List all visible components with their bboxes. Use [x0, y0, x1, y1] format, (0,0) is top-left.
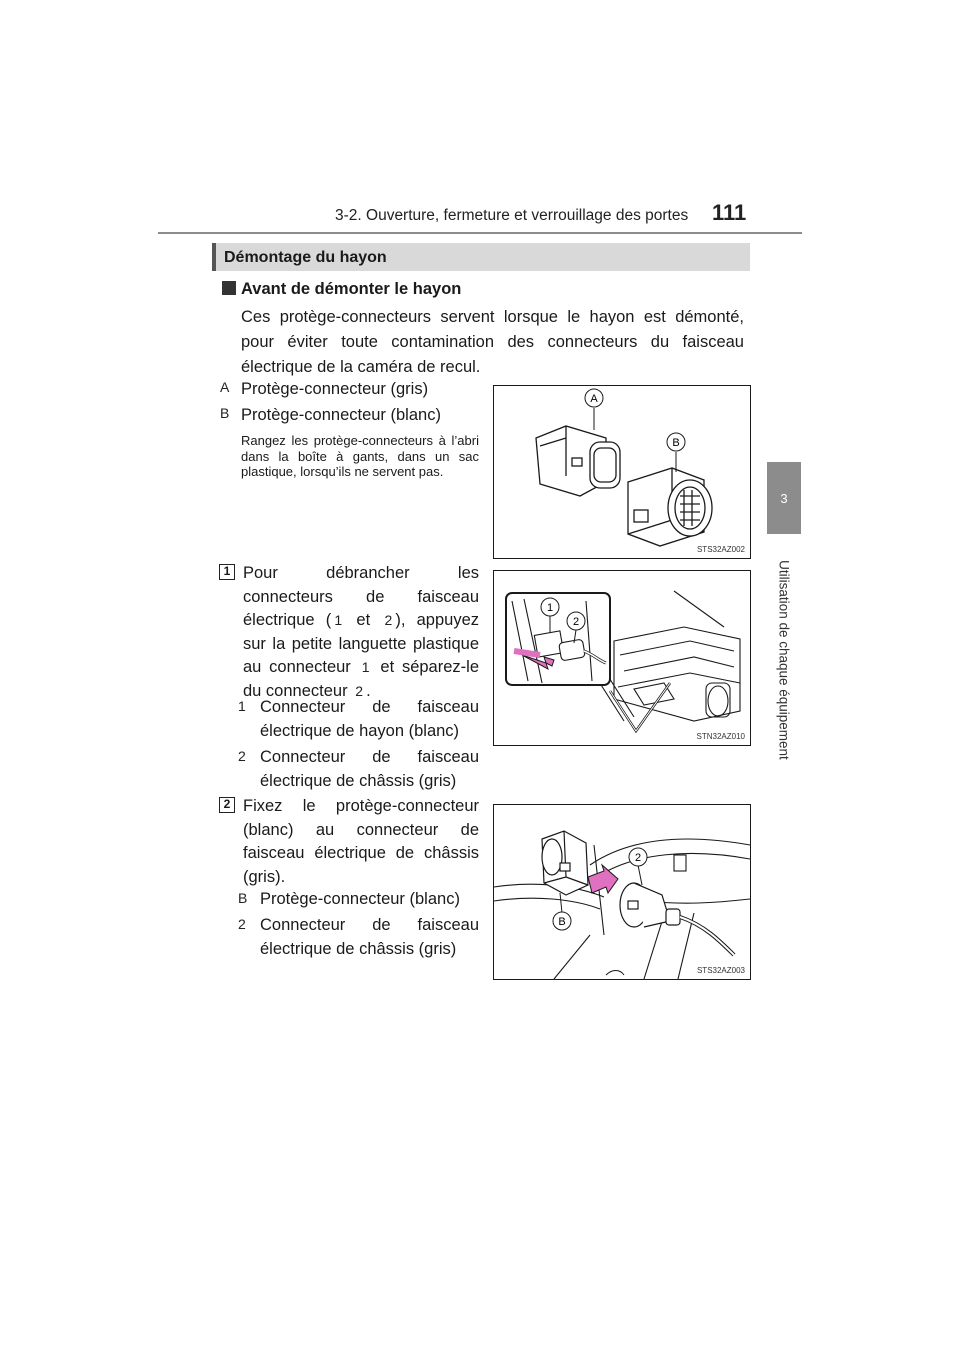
square-bullet-icon — [222, 281, 236, 295]
badge-b: B — [220, 405, 230, 421]
circled-number-1: 1 — [334, 612, 343, 628]
callout-b: B — [558, 916, 566, 928]
section-title: Démontage du hayon — [224, 249, 387, 266]
figure-attach-protector — [493, 804, 751, 980]
callout-a: A — [590, 393, 598, 405]
step1-paragraph — [243, 562, 479, 703]
callout-b: B — [672, 437, 680, 449]
storage-note: Rangez les protège-connecteurs à l’abri dans la boîte à gants, dans un sac plastique, lorsqu’ils ne servent pas. — [241, 433, 479, 479]
step1-text: ), appuyez sur la petite languette plastique au connecteur — [243, 611, 480, 676]
item-text: Connecteur de faisceau électrique de châssis (gris) — [260, 748, 479, 790]
header-rule — [158, 232, 802, 234]
figure-code: STN32AZ010 — [696, 732, 745, 741]
step2-paragraph: Fixez le protège-connecteur (blanc) au connecteur de faisceau électrique de châssis (gris). — [243, 797, 479, 886]
figure-connector-protectors — [493, 385, 751, 559]
intro-paragraph: Ces protège-connecteurs servent lorsque le hayon est démonté, pour éviter toute contamination des connecteurs du faisceau électrique de la caméra de recul. — [241, 308, 744, 376]
callout-1: 1 — [546, 602, 554, 614]
badge-b: B — [238, 890, 248, 906]
legend-text: Protège-connecteur (gris) — [241, 380, 429, 398]
circled-number-2: 2 — [384, 612, 393, 628]
step1-text: et séparez-le du connecteur — [243, 658, 479, 700]
subheading: Avant de démonter le hayon — [241, 280, 462, 298]
callout-2: 2 — [572, 616, 580, 628]
chapter-tab — [767, 462, 801, 534]
chapter-title: Utilisation de chaque équipement — [776, 560, 792, 760]
figure-code: STS32AZ002 — [696, 545, 745, 554]
attach-protector-illustration — [494, 805, 750, 979]
step-number-2: 2 — [219, 797, 235, 813]
step1-text: Pour débrancher les connecteurs de faisceau électrique ( — [243, 564, 479, 629]
legend-text: Protège-connecteur (blanc) — [241, 406, 441, 424]
badge-1: 1 — [238, 698, 246, 714]
chapter-number: 3 — [780, 490, 788, 506]
figure-disconnect-harness — [493, 570, 751, 746]
running-head: 3-2. Ouverture, fermeture et verrouillage des portes — [335, 207, 689, 224]
badge-2: 2 — [238, 916, 246, 932]
badge-a: A — [220, 379, 230, 395]
item-text: Connecteur de faisceau électrique de châssis (gris) — [260, 916, 479, 958]
vehicle-rear-harness-illustration — [494, 571, 750, 745]
chapter-side-label — [768, 545, 800, 775]
step1-text: . — [366, 681, 371, 700]
callout-2: 2 — [634, 852, 642, 864]
circled-number-2: 2 — [355, 682, 364, 699]
item-text: Connecteur de faisceau électrique de hayon (blanc) — [260, 698, 479, 740]
item-text: Protège-connecteur (blanc) — [260, 890, 460, 908]
step-number-1: 1 — [219, 564, 235, 580]
figure-code: STS32AZ003 — [696, 966, 745, 975]
page-number: 111 — [712, 200, 747, 225]
connector-protectors-illustration — [494, 386, 750, 558]
circled-number-1: 1 — [361, 659, 370, 675]
step1-text: et — [345, 611, 382, 629]
badge-2: 2 — [238, 748, 246, 764]
